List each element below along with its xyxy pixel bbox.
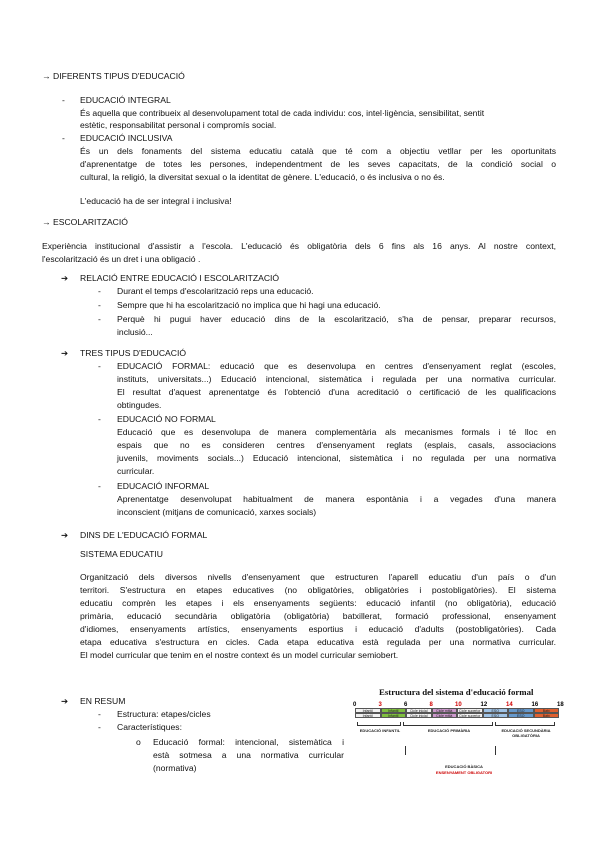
arrow-bullet-icon: ➔ <box>61 273 69 283</box>
noformal-text-1: Educació que es desenvolupa de manera complementària als mecanismes formals i té lloc en <box>117 427 556 437</box>
education-structure-chart <box>349 686 581 796</box>
chart-stage-segment: ESO <box>508 708 534 713</box>
chart-footer-obligatori: ENSENYAMENT OBLIGATORI <box>435 770 493 775</box>
chart-age-label: 6 <box>404 702 408 708</box>
chart-tick <box>495 746 496 755</box>
informal-text-2: inconscient (mitjans de comunicació, xarxes socials) <box>117 507 317 517</box>
group-brace <box>357 722 401 726</box>
chart-stage-segment: Infantil <box>355 708 381 713</box>
formal-text-2: instituts, universitats...) Educació intencional, sistemàtica i regulada per una normativa curricular. <box>117 374 556 384</box>
arrow-bullet-icon: ➔ <box>61 530 69 540</box>
section-heading-tipus: → DIFERENTS TIPUS D'EDUCACIÓ <box>42 71 185 81</box>
sistema-subtitle: SISTEMA EDUCATIU <box>80 549 163 559</box>
sistema-text-4: primària, educació secundària obligatòria (obligatòria) batxillerat, formació professional, ensenyament <box>80 611 556 621</box>
note-text: L'educació ha de ser integral i inclusiva! <box>80 196 232 206</box>
sistema-text-1: Organització dels diversos nivells d'ensenyament que estructuren l'aparell educatiu d'un país o d'un <box>80 572 556 582</box>
chart-tick <box>405 746 406 755</box>
chart-stage-segment: Cicle superior <box>457 708 483 713</box>
chart-stage-segment: Batx <box>534 708 560 713</box>
chart-stage-segment: ESO <box>508 713 534 718</box>
resum-sub-1a: Educació formal: intencional, sistemàtica i <box>153 737 344 747</box>
sistema-text-6: etapa educativa s'estructura en cicles. Cada etapa educativa està regulada per una normativa curricular. <box>80 637 556 647</box>
arrow-bullet-icon: ➔ <box>61 348 69 358</box>
inclusiva-text-1: És un dels fonaments del sistema educatiu català que té com a objectiu vetllar per les oportunitats <box>80 146 556 156</box>
informal-title: EDUCACIÓ INFORMAL <box>117 481 210 491</box>
chart-age-label: 3 <box>378 702 382 708</box>
inclusiva-text-2: d'aprenentatge de totes les persones, independentment de les seves capacitats, de la condició social o <box>80 159 556 169</box>
formal-text-1: EDUCACIÓ FORMAL: educació que es desenvolupa en centres d'ensenyament reglat (escoles, <box>117 361 556 371</box>
chart-age-label: 18 <box>557 702 564 708</box>
chart-stage-segment: Infantil <box>381 708 407 713</box>
chart-stage-segment: Cicle mitjà <box>432 708 458 713</box>
relacio-item-1: Durant el temps d'escolarització reps una educació. <box>117 286 314 296</box>
chart-age-label: 16 <box>531 702 539 708</box>
chart-age-label: 10 <box>455 702 462 708</box>
dash-marker: - <box>98 722 101 732</box>
chart-group-label: EDUCACIÓ PRIMÀRIA <box>427 728 471 733</box>
dins-title: DINS DE L'EDUCACIÓ FORMAL <box>80 530 208 540</box>
chart-stage-segment: Cicle mitjà <box>432 713 458 718</box>
chart-age-label: 14 <box>506 702 513 708</box>
chart-stage-segment: Batx <box>534 713 560 718</box>
noformal-text-3: juvenils, moviments socials...) Educació intencional, sistemàtica i no regulada per una normativa <box>117 453 556 463</box>
formal-text-4: obtingudes. <box>117 400 162 410</box>
resum-title: EN RESUM <box>80 696 126 706</box>
dash-marker: - <box>98 361 101 371</box>
dash-marker: - <box>62 95 65 105</box>
inclusiva-title: EDUCACIÓ INCLUSIVA <box>80 133 173 143</box>
chart-group-label: EDUCACIÓ SECUNDÀRIA OBLIGATÒRIA <box>501 728 551 738</box>
resum-item-1: Estructura: etapes/cicles <box>117 709 211 719</box>
chart-title: Estructura del sistema d'educació formal <box>379 687 534 697</box>
inclusiva-text-3: cultural, la religió, la diversitat sexual o la identitat de gènere. L'educació, o és inclusiva o no és. <box>80 172 445 182</box>
circle-bullet-marker: o <box>136 737 141 747</box>
escol-text-1: Experiència institucional d'assistir a l'escola. L'educació és obligatòria dels 6 fins als 16 anys. Al nostre context, <box>42 241 556 251</box>
chart-stage-segment: ESO <box>483 713 509 718</box>
chart-stage-segment: Cicle superior <box>457 713 483 718</box>
resum-item-2: Característiques: <box>117 722 182 732</box>
chart-group-label: EDUCACIÓ INFANTIL <box>359 728 401 733</box>
relacio-item-3a: Perquè hi pugui haver educació dins de la escolarització, s'ha de pensar, preparar recursos, <box>117 314 556 324</box>
chart-stage-segment: Cicle inicial <box>406 713 432 718</box>
section-heading-escolaritzacio: → ESCOLARITZACIÓ <box>42 217 128 227</box>
noformal-text-4: curricular. <box>117 466 155 476</box>
dash-marker: - <box>98 314 101 324</box>
relacio-title: RELACIÓ ENTRE EDUCACIÓ I ESCOLARITZACIÓ <box>80 273 280 283</box>
chart-stage-segment: Infantil <box>381 713 407 718</box>
dash-marker: - <box>98 481 101 491</box>
resum-sub-1b: està sotmesa a una normativa curricular <box>153 750 344 760</box>
sistema-text-2: territori. S'estructura en etapes educatives (no obligatòries, obligatòries i postobligatòries). El sistema <box>80 585 556 595</box>
chart-age-label: 12 <box>480 702 488 708</box>
integral-text-2: estètic, responsabilitat personal i compromís social. <box>80 120 277 130</box>
escol-text-2: l'escolarització és un dret i una obligació . <box>42 254 201 264</box>
dash-marker: - <box>98 286 101 296</box>
dash-marker: - <box>62 133 65 143</box>
sistema-text-5: d'idiomes, ensenyaments artístics, ensenyaments esportius i educació d'adults (postobligatòries). Cada <box>80 624 556 634</box>
chart-footer-basic: EDUCACIÓ BÀSICA <box>445 764 483 769</box>
chart-age-label: 8 <box>429 702 433 708</box>
formal-text-3: El resultat d'aquest aprenentatge és l'obtenció d'una acreditació o certificació de les qualificacions <box>117 387 556 397</box>
chart-stage-segment: ESO <box>483 708 509 713</box>
chart-stage-segment: Infantil <box>355 713 381 718</box>
integral-text-1: És aquella que contribueix al desenvolupament total de cada individu: cos, intel·ligència, sensibilitat, sentit <box>80 107 485 118</box>
relacio-item-3b: inclusió... <box>117 327 153 337</box>
noformal-text-2: espais que no es consideren centres d'ensenyament reglats (esplais, casals, associacions <box>117 440 556 450</box>
chart-age-label: 0 <box>353 702 357 708</box>
group-brace <box>403 722 493 726</box>
informal-text-1: Aprenentatge desenvolupat habitualment de manera espontània i a vegades d'una manera <box>117 494 556 504</box>
tres-title: TRES TIPUS D'EDUCACIÓ <box>80 348 187 358</box>
noformal-title: EDUCACIÓ NO FORMAL <box>117 414 216 424</box>
integral-title: EDUCACIÓ INTEGRAL <box>80 95 171 105</box>
arrow-bullet-icon: ➔ <box>61 696 69 706</box>
relacio-item-2: Sempre que hi ha escolarització no implica que hi hagi una educació. <box>117 300 381 310</box>
group-brace <box>495 722 555 726</box>
dash-marker: - <box>98 414 101 424</box>
dash-marker: - <box>98 300 101 310</box>
sistema-text-7: El model curricular que tenim en el nostre context és un model curricular semiobert. <box>80 650 399 660</box>
resum-sub-1c: (normativa) <box>153 763 197 773</box>
sistema-text-3: educatiu comprèn les etapes i els ensenyaments següents: educació infantil (no obligatòria), educació <box>80 598 556 608</box>
dash-marker: - <box>98 709 101 719</box>
chart-stage-segment: Cicle inicial <box>406 708 432 713</box>
